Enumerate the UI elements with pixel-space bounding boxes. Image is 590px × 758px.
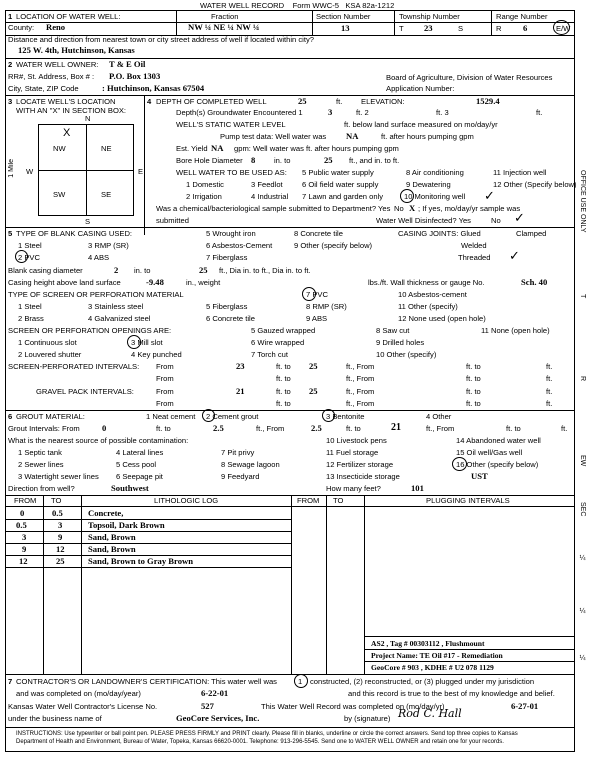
- use-9[interactable]: 9 Dewatering: [406, 180, 451, 189]
- range-value[interactable]: 6: [523, 23, 528, 33]
- joints-clamped[interactable]: Clamped: [516, 229, 547, 238]
- office-quarter-1: ¼: [579, 555, 586, 562]
- gravel-pack-label: GRAVEL PACK INTERVALS:: [36, 387, 134, 396]
- range-r: R: [496, 24, 502, 33]
- lithologic-log-header: LITHOLOGIC LOG: [154, 496, 219, 505]
- casing-9[interactable]: 9 Other (specify below): [294, 241, 373, 250]
- pump-test-value[interactable]: NA: [346, 131, 359, 141]
- screen-pvc-circle: [302, 287, 316, 301]
- cert-line-2b: and this record is true to the best of my knowledge and belief.: [348, 689, 555, 698]
- check-mark-icon: ✓: [484, 188, 495, 203]
- grout-label: GROUT MATERIAL:: [16, 412, 85, 421]
- sp-from2-label: ft., From: [346, 362, 375, 371]
- blank-diameter-value[interactable]: 2: [114, 265, 119, 275]
- sp-ftto: ft. to: [276, 362, 291, 371]
- locate-label-2: WITH AN "X" IN SECTION BOX:: [16, 106, 127, 115]
- other-contam-circle: [452, 457, 467, 471]
- grout-ftto3: ft. to: [506, 424, 521, 433]
- constructed-number: 1: [298, 677, 303, 686]
- instructions-line-1: INSTRUCTIONS: Use typewriter or ball point pen. PLEASE PRESS FIRMLY and PRINT clearly. Please fill in blanks, underline or circle the correct answers. Send top three copies to Kansas: [16, 731, 518, 737]
- screen-7[interactable]: 7 PVC: [306, 290, 328, 299]
- contam-4[interactable]: 4 Lateral lines: [116, 448, 164, 457]
- grout-3[interactable]: 3 Bentonite: [326, 412, 365, 421]
- grout-from-value[interactable]: 0: [102, 423, 107, 433]
- joints-welded[interactable]: Welded: [461, 241, 487, 250]
- record-completed-date[interactable]: 6-27-01: [511, 701, 539, 711]
- gp-ft-end: ft.: [546, 387, 553, 396]
- business-label: under the business name of: [8, 714, 102, 723]
- pump-test-label: Pump test data: Well water was: [220, 132, 327, 141]
- bore-to-value[interactable]: 25: [324, 155, 333, 165]
- gp-from-value[interactable]: 21: [236, 386, 245, 396]
- contam-6[interactable]: 6 Seepage pit: [116, 472, 163, 481]
- log-row-desc: Concrete,: [88, 508, 124, 518]
- plug-from-header: FROM: [297, 496, 320, 505]
- casing-1[interactable]: 1 Steel: [18, 241, 42, 250]
- sp-to-value[interactable]: 25: [309, 361, 318, 371]
- gp-from-label: From: [156, 387, 174, 396]
- office-r-label: R: [579, 376, 586, 382]
- grout-from2-value[interactable]: 2.5: [311, 423, 322, 433]
- contam-7[interactable]: 7 Pit privy: [221, 448, 255, 457]
- log-row-desc: Sand, Brown to Gray Brown: [88, 556, 193, 566]
- use-11[interactable]: 11 Injection well: [493, 168, 547, 177]
- opening-3[interactable]: 3 Mill slot: [131, 338, 163, 347]
- pvc-circle: [15, 250, 28, 263]
- casing-label: TYPE OF BLANK CASING USED:: [16, 229, 133, 238]
- section-3-number: 3: [8, 97, 13, 106]
- sp-ft-end-2: ft.: [546, 374, 553, 383]
- how-many-feet-label: How many feet?: [326, 484, 381, 493]
- sp-ftto2-2: ft. to: [466, 374, 481, 383]
- chem-no: No: [394, 204, 404, 213]
- section-7-number: 7: [8, 677, 13, 686]
- screen-5[interactable]: 5 Fiberglass: [206, 302, 248, 311]
- use-5[interactable]: 5 Public water supply: [302, 168, 374, 177]
- use-2[interactable]: 2 Irrigation: [186, 192, 222, 201]
- license-label: Kansas Water Well Contractor's License No.: [8, 702, 158, 711]
- casing-height-tail: lbs./ft. Wall thickness or gauge No.: [368, 278, 485, 287]
- nw-quadrant: NW: [53, 144, 66, 153]
- gp-ftto-2: ft. to: [276, 399, 291, 408]
- mill-slot-circle: [127, 335, 141, 349]
- use-label: WELL WATER TO BE USED AS:: [176, 168, 287, 177]
- gp-to-value[interactable]: 25: [309, 386, 318, 396]
- sp-ft-end: ft.: [546, 362, 553, 371]
- plug-to-header: TO: [333, 496, 344, 505]
- casing-height-value[interactable]: -9.48: [146, 277, 164, 287]
- township-t: T: [399, 24, 404, 33]
- ne-quadrant: NE: [101, 144, 112, 153]
- bentonite-circle: [322, 409, 335, 422]
- static-level-label: WELL'S STATIC WATER LEVEL: [176, 120, 286, 129]
- office-use-label: OFFICE USE ONLY: [579, 170, 586, 233]
- log-row-from: 3: [22, 532, 27, 542]
- application-label: Application Number:: [386, 84, 455, 93]
- sp-from-value[interactable]: 23: [236, 361, 245, 371]
- business-value[interactable]: GeoCore Services, Inc.: [176, 713, 260, 723]
- log-row-from: 0: [20, 508, 25, 518]
- form-title: WATER WELL RECORD Form WWC-5 KSA 82a-1212: [200, 1, 395, 10]
- use-1[interactable]: 1 Domestic: [186, 180, 224, 189]
- log-row-desc: Sand, Brown: [88, 532, 136, 542]
- office-sec-label: SEC: [579, 502, 586, 517]
- casing-7[interactable]: 7 Fiberglass: [206, 253, 248, 262]
- sp-from2-label-2: ft., From: [346, 374, 375, 383]
- screen-4[interactable]: 4 Galvanized steel: [88, 314, 151, 323]
- bore-tail: ft., and in. to ft.: [349, 156, 400, 165]
- opening-7[interactable]: 7 Torch cut: [251, 350, 289, 359]
- blank-to-value[interactable]: 25: [199, 265, 208, 275]
- log-row-from: 0.5: [16, 520, 27, 530]
- groundwater-label: Depth(s) Groundwater Encountered 1: [176, 108, 303, 117]
- owner-label: WATER WELL OWNER:: [16, 60, 99, 69]
- north-label: N: [85, 114, 91, 123]
- one-mile-label: 1 Mile: [8, 159, 15, 178]
- contam-15[interactable]: 15 Oil well/Gas well: [456, 448, 523, 457]
- opening-5[interactable]: 5 Gauzed wrapped: [251, 326, 316, 335]
- opening-9[interactable]: 9 Drilled holes: [376, 338, 425, 347]
- water-well-record-form: [5, 10, 575, 752]
- contam-11[interactable]: 11 Fuel storage: [326, 448, 379, 457]
- contam-14[interactable]: 14 Abandoned water well: [456, 436, 541, 445]
- groundwater-ft: ft.: [536, 108, 543, 117]
- openings-label: SCREEN OR PERFORATION OPENINGS ARE:: [8, 326, 172, 335]
- grout-ftto2: ft. to: [346, 424, 361, 433]
- sp-ftto2: ft. to: [466, 362, 481, 371]
- gp-from2-label: ft., From: [346, 387, 375, 396]
- casing-4[interactable]: 4 ABS: [88, 253, 110, 262]
- west-label: W: [26, 167, 34, 176]
- use-12[interactable]: 12 Other (Specify below): [493, 180, 577, 189]
- joints-label: CASING JOINTS: Glued: [398, 229, 481, 238]
- use-10[interactable]: 10 Monitoring well: [404, 192, 466, 201]
- screen-material-label: TYPE OF SCREEN OR PERFORATION MATERIAL: [8, 290, 184, 299]
- record-completed-label: This Water Well Record was completed on (mo/day/yr): [261, 702, 445, 711]
- screen-3[interactable]: 3 Stainless steel: [88, 302, 144, 311]
- distance-label: Distance and direction from nearest town or city street address of well if located within city?: [8, 35, 314, 44]
- groundwater-1[interactable]: 3: [328, 107, 333, 117]
- use-3[interactable]: 3 Feedlot: [251, 180, 283, 189]
- gp-ftto: ft. to: [276, 387, 291, 396]
- south-label: S: [85, 217, 91, 226]
- office-quarter-2: ¼: [579, 608, 586, 615]
- opening-4[interactable]: 4 Key punched: [131, 350, 182, 359]
- casing-height-mid: in., weight: [186, 278, 221, 287]
- address-label: RR#, St. Address, Box # :: [8, 72, 95, 81]
- east-label: E: [138, 167, 144, 176]
- gp-from2-label-2: ft., From: [346, 399, 375, 408]
- depth-ft: ft.: [336, 97, 343, 106]
- elevation-value[interactable]: 1529.4: [476, 96, 500, 106]
- office-t-label: T: [579, 294, 586, 299]
- screen-12[interactable]: 12 None used (open hole): [398, 314, 486, 323]
- direction-value[interactable]: Southwest: [111, 483, 149, 493]
- grout-ft-end: ft.: [561, 424, 568, 433]
- completed-date[interactable]: 6-22-01: [201, 688, 229, 698]
- opening-6[interactable]: 6 Wire wrapped: [251, 338, 305, 347]
- section-6-number: 6: [8, 412, 13, 421]
- use-4[interactable]: 4 Industrial: [251, 192, 289, 201]
- log-row-to: 12: [56, 544, 65, 554]
- blank-diameter-label: Blank casing diameter: [8, 266, 83, 275]
- bore-value[interactable]: 8: [251, 155, 256, 165]
- range-label: Range Number: [496, 12, 548, 21]
- cert-line-1b: constructed, (2) reconstructed, or (3) plugged under my jurisdiction: [310, 677, 535, 686]
- chem-sample-label: Was a chemical/bacteriological sample submitted to Department? Yes: [156, 204, 391, 213]
- cert-line-1: CONTRACTOR'S OR LANDOWNER'S CERTIFICATION: This water well was: [16, 677, 277, 686]
- county-label: County:: [8, 23, 35, 32]
- use-8[interactable]: 8 Air conditioning: [406, 168, 464, 177]
- screen-10[interactable]: 10 Asbestos-cement: [398, 290, 467, 299]
- owner-value[interactable]: T & E Oil: [109, 59, 146, 69]
- log-row-to: 25: [56, 556, 65, 566]
- depth-value[interactable]: 25: [298, 96, 307, 106]
- submitted-label: submitted: [156, 216, 189, 225]
- sp-from-label-2: From: [156, 374, 174, 383]
- monitoring-well-circle: [400, 189, 414, 203]
- groundwater-3-label: ft. 3: [436, 108, 449, 117]
- signature[interactable]: Rod C. Hall: [398, 707, 462, 720]
- city-label: City, State, ZIP Code: [8, 84, 79, 93]
- log-row-from: 9: [22, 544, 27, 554]
- elevation-label: ELEVATION:: [361, 97, 405, 106]
- grout-1[interactable]: 1 Neat cement: [146, 412, 196, 421]
- casing-6[interactable]: 6 Asbestos-Cement: [206, 241, 273, 250]
- screen-1[interactable]: 1 Steel: [18, 302, 42, 311]
- joints-threaded[interactable]: Threaded: [458, 253, 491, 262]
- grout-ftto: ft. to: [156, 424, 171, 433]
- log-row-to: 0.5: [52, 508, 63, 518]
- bore-label: Bore Hole Diameter: [176, 156, 243, 165]
- stamp-geocore: GeoCore # 903 , KDHE # U2 078 1129: [371, 663, 494, 672]
- contam-9[interactable]: 9 Feedyard: [221, 472, 260, 481]
- disinfected-label: Water Well Disinfected? Yes: [376, 216, 471, 225]
- blank-tail: ft., Dia in. to ft., Dia in. to ft.: [219, 266, 311, 275]
- township-value[interactable]: 23: [424, 23, 433, 33]
- threaded-check-icon: ✓: [509, 248, 520, 263]
- groundwater-2-label: ft. 2: [356, 108, 369, 117]
- section-5-number: 5: [8, 229, 13, 238]
- screen-2[interactable]: 2 Brass: [18, 314, 44, 323]
- cert-line-2: and was completed on (mo/day/year): [16, 689, 141, 698]
- fraction-value[interactable]: NW ¼ NE ¼ NW ¼: [188, 22, 260, 32]
- section-4-number: 4: [147, 97, 152, 106]
- county-value[interactable]: Reno: [46, 22, 66, 32]
- section-2-number: 2: [8, 60, 13, 69]
- board-label: Board of Agriculture, Division of Water Resources: [386, 73, 553, 82]
- yield-label: Est. Yield: [176, 144, 208, 153]
- screen-intervals-label: SCREEN-PERFORATED INTERVALS:: [8, 362, 140, 371]
- other-contam-value[interactable]: UST: [471, 471, 488, 481]
- signature-label: by (signature): [344, 714, 391, 723]
- address-value[interactable]: P.O. Box 1303: [109, 71, 161, 81]
- contam-3[interactable]: 3 Watertight sewer lines: [18, 472, 99, 481]
- chem-no-mark: X: [409, 203, 416, 213]
- casing-8[interactable]: 8 Concrete tile: [294, 229, 343, 238]
- grout-to2-value[interactable]: 21: [391, 422, 401, 433]
- se-quadrant: SE: [101, 190, 112, 199]
- gp-from-label-2: From: [156, 399, 174, 408]
- project-stamp: [364, 636, 574, 674]
- casing-3[interactable]: 3 RMP (SR): [88, 241, 129, 250]
- office-quarter-3: ¼: [579, 655, 586, 662]
- grout-from3-label: ft., From: [426, 424, 455, 433]
- contam-5[interactable]: 5 Cess pool: [116, 460, 157, 469]
- grout-from2-label: ft., From: [256, 424, 285, 433]
- yield-tail: gpm: Well water was ft. after hours pumping gpm: [234, 144, 399, 153]
- bore-mid: in. to: [274, 156, 291, 165]
- opening-11[interactable]: 11 None (open hole): [481, 326, 550, 335]
- casing-5[interactable]: 5 Wrought iron: [206, 229, 256, 238]
- stamp-tag: AS2 , Tag # 00303112 , Flushmount: [371, 639, 485, 648]
- casing-height-label: Casing height above land surface: [8, 278, 121, 287]
- locate-label-1: LOCATE WELL'S LOCATION: [16, 97, 116, 106]
- screen-9[interactable]: 9 ABS: [306, 314, 328, 323]
- township-s: S: [458, 24, 464, 33]
- grout-2[interactable]: 2 Cement grout: [206, 412, 259, 421]
- location-label: LOCATION OF WATER WELL:: [16, 12, 121, 21]
- range-ew: E/W: [556, 24, 571, 33]
- blank-mid: in. to: [134, 266, 151, 275]
- how-many-feet-value[interactable]: 101: [411, 483, 424, 493]
- opening-2[interactable]: 2 Louvered shutter: [18, 350, 82, 359]
- grout-to-value[interactable]: 2.5: [213, 423, 224, 433]
- direction-label: Direction from well?: [8, 484, 75, 493]
- static-level-tail: ft. below land surface measured on mo/day/yr: [344, 120, 498, 129]
- casing-2[interactable]: 2 PVC: [18, 253, 40, 262]
- sp-from-label: From: [156, 362, 174, 371]
- gp-ft-end-2: ft.: [546, 399, 553, 408]
- log-from-header: FROM: [14, 496, 37, 505]
- yield-value[interactable]: NA: [211, 143, 224, 153]
- use-7[interactable]: 7 Lawn and garden only: [302, 192, 384, 201]
- log-row-from: 12: [19, 556, 28, 566]
- opening-1[interactable]: 1 Continuous slot: [18, 338, 77, 347]
- section-number-value[interactable]: 13: [341, 23, 350, 33]
- section-box[interactable]: [38, 124, 134, 216]
- screen-8[interactable]: 8 RMP (SR): [306, 302, 347, 311]
- city-value[interactable]: : Hutchinson, Kansas 67504: [102, 83, 205, 93]
- screen-11[interactable]: 11 Other (specify): [398, 302, 458, 311]
- plugging-intervals-header: PLUGGING INTERVALS: [426, 496, 510, 505]
- screen-6[interactable]: 6 Concrete tile: [206, 314, 255, 323]
- gauge-value[interactable]: Sch. 40: [521, 277, 548, 287]
- grout-intervals-label: Grout Intervals: From: [8, 424, 80, 433]
- pump-test-tail: ft. after hours pumping gpm: [381, 132, 474, 141]
- depth-label: DEPTH OF COMPLETED WELL: [156, 97, 267, 106]
- contam-10[interactable]: 10 Livestock pens: [326, 436, 387, 445]
- opening-8[interactable]: 8 Saw cut: [376, 326, 410, 335]
- cement-grout-circle: [202, 409, 215, 422]
- township-label: Township Number: [399, 12, 460, 21]
- disinfected-check-icon: ✓: [514, 210, 525, 225]
- fraction-label: Fraction: [211, 12, 239, 21]
- section-1-number: 1: [8, 12, 13, 21]
- log-row-to: 3: [58, 520, 63, 530]
- use-6[interactable]: 6 Oil field water supply: [302, 180, 379, 189]
- sw-quadrant: SW: [53, 190, 66, 199]
- distance-value[interactable]: 125 W. 4th, Hutchinson, Kansas: [18, 45, 135, 55]
- well-x-mark: X: [63, 127, 71, 139]
- license-value[interactable]: 527: [201, 701, 214, 711]
- contam-16[interactable]: 16 Other (specify below): [456, 460, 539, 469]
- contam-12[interactable]: 12 Fertilizer storage: [326, 460, 394, 469]
- disinfected-no: No: [491, 216, 501, 225]
- sp-ftto-2: ft. to: [276, 374, 291, 383]
- contam-13[interactable]: 13 Insecticide storage: [326, 472, 400, 481]
- grout-4[interactable]: 4 Other: [426, 412, 452, 421]
- instructions-line-2: Department of Health and Environment, Bureau of Water, Topeka, Kansas 66620-0001. Telephone: 913-296-5545. Send one to WATER WELL OWNER and retain one for your records.: [16, 739, 504, 745]
- contamination-label: What is the nearest source of possible contamination:: [8, 436, 189, 445]
- section-number-label: Section Number: [316, 12, 371, 21]
- contam-2[interactable]: 2 Sewer lines: [18, 460, 64, 469]
- gp-ftto2-2: ft. to: [466, 399, 481, 408]
- contam-8[interactable]: 8 Sewage lagoon: [221, 460, 280, 469]
- log-row-desc: Topsoil, Dark Brown: [88, 520, 165, 530]
- office-ew-label: EW: [579, 455, 586, 467]
- opening-10[interactable]: 10 Other (specify): [376, 350, 437, 359]
- chem-tail: ; If yes, mo/day/yr sample was: [418, 204, 521, 213]
- gp-ftto2: ft. to: [466, 387, 481, 396]
- log-to-header: TO: [51, 496, 62, 505]
- contam-1[interactable]: 1 Septic tank: [18, 448, 62, 457]
- log-row-to: 9: [58, 532, 63, 542]
- stamp-project: Project Name: TE Oil #17 - Remediation: [371, 651, 503, 660]
- log-row-desc: Sand, Brown: [88, 544, 136, 554]
